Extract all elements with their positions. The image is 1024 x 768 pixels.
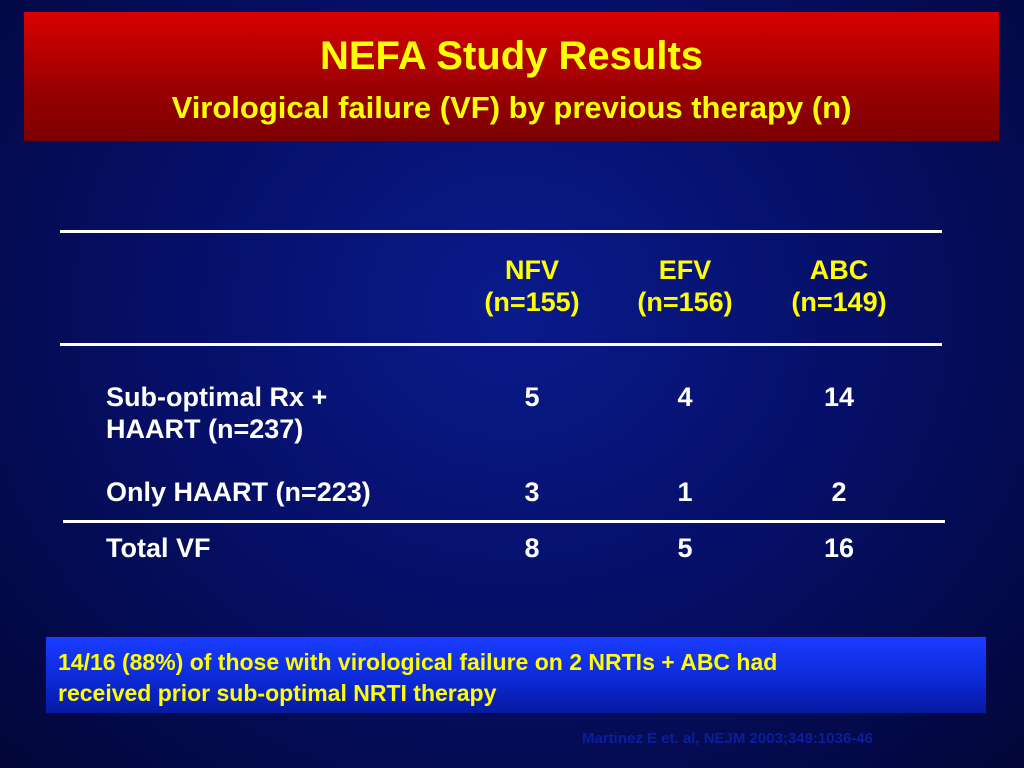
table-cell: 3 [524,477,540,507]
key-finding-box [46,637,986,713]
table-cell: 1 [677,477,693,507]
key-finding-line: 14/16 (88%) of those with virological failure on 2 NRTIs + ABC had [58,649,778,675]
column-header-abc [769,254,909,318]
column-name: EFV [658,255,712,285]
table-cell: 5 [677,533,693,563]
table-cell: 4 [677,382,693,412]
row-label-suboptimal [106,381,327,445]
table-cell: 5 [524,382,540,412]
table-cell: 2 [831,477,847,507]
slide-subtitle: Virological failure (VF) by previous therapy (n) [171,90,852,125]
row-label-line: HAART (n=237) [106,414,304,444]
citation: Martinez E et. al, NEJM 2003;349:1036-46 [582,730,873,747]
column-header-nfv [462,254,602,318]
row-label-only-haart: Only HAART (n=223) [106,477,371,507]
column-name: ABC [809,255,869,285]
key-finding-line: received prior sub-optimal NRTI therapy [58,680,497,706]
column-count: (n=149) [791,287,887,317]
slide-title: NEFA Study Results [319,34,704,78]
row-label-line: Sub-optimal Rx + [106,382,328,412]
key-finding-text [58,647,958,709]
column-name: NFV [505,255,559,285]
table-cell: 16 [823,533,855,563]
table-top-rule [60,230,942,233]
row-label-total: Total VF [106,533,211,563]
table-cell: 8 [524,533,540,563]
column-count: (n=156) [637,287,733,317]
title-banner [24,12,999,141]
table-header-rule [60,343,942,346]
table-cell: 14 [823,382,855,412]
table-total-rule [63,520,945,523]
column-count: (n=155) [484,287,580,317]
column-header-efv [615,254,755,318]
